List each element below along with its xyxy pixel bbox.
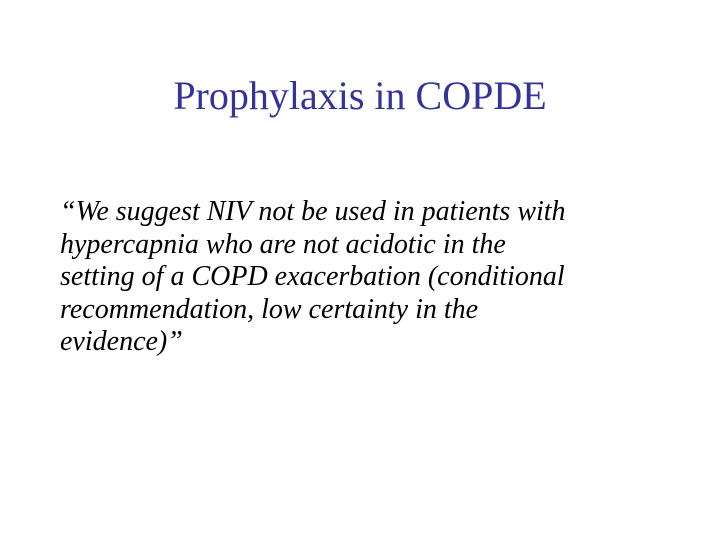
quote-line: evidence)” bbox=[60, 326, 183, 357]
slide-title: Prophylaxis in COPDE bbox=[173, 73, 547, 118]
quote-line: “We suggest NIV not be used in patients with bbox=[60, 196, 566, 227]
quote-line: recommendation, low certainty in the bbox=[60, 293, 479, 325]
quote-line: setting of a COPD exacerbation (conditional bbox=[60, 261, 565, 292]
quote-line: hypercapnia who are not acidotic in the bbox=[60, 228, 506, 260]
quote-text bbox=[60, 196, 670, 359]
